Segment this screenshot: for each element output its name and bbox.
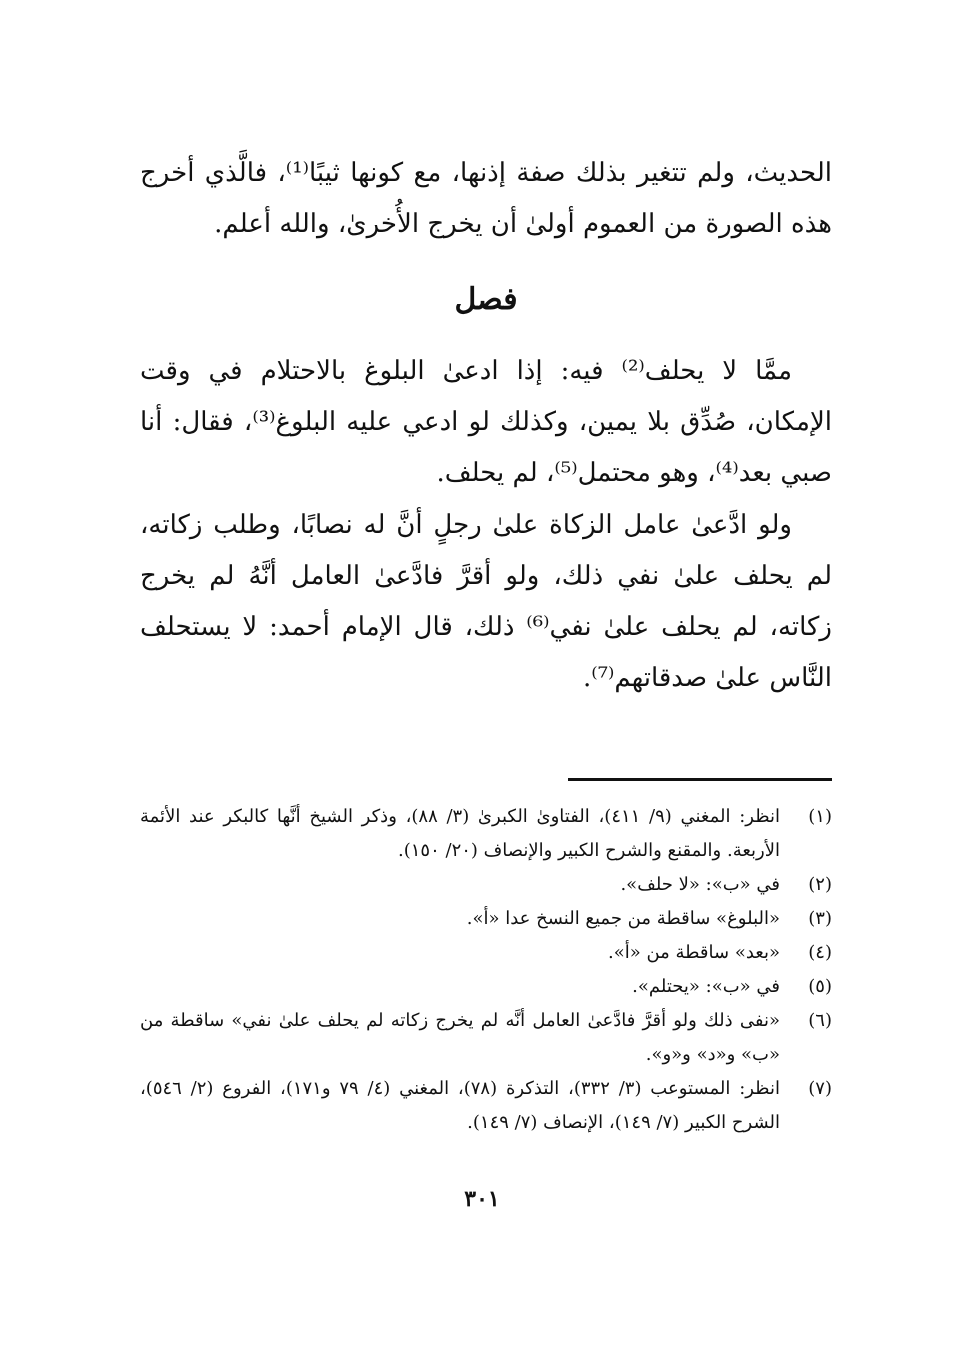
paragraph-2: ممَّا لا يحلف⁽²⁾ فيه: إذا ادعىٰ البلوغ بالاحتلام في وقت الإمكان، صُدِّق بلا يمين، وكذلك لو ادعي عليه البلوغ⁽³⁾، فقال: أنا صبي بعد⁽⁴⁾، وهو محتمل⁽⁵⁾، لم يحلف.	[140, 356, 833, 488]
footnote-divider	[568, 778, 832, 781]
footnote-text: في «ب»: «يحتلم».	[632, 976, 780, 997]
footnote-item	[140, 1072, 832, 1140]
paragraph-3: ولو ادَّعىٰ عامل الزكاة علىٰ رجلٍ أنَّ له نصابًا، وطلب زكاته، لم يحلف علىٰ نفي ذلك، ولو أقرَّ فادَّعىٰ العامل أنَّهُ لم يخرج زكاته، لم يحلف علىٰ نفي⁽⁶⁾ ذلك، قال الإمام أحمد: لا يستحلف النَّاس علىٰ صدقاتهم⁽⁷⁾.	[140, 510, 832, 693]
footnote-item	[140, 1004, 832, 1072]
footnote-text: «نفى ذلك ولو أقرَّ فادَّعىٰ العامل أنَّه لم يخرج زكاته لم يحلف علىٰ نفي» ساقطة من «ب» و«د» و«و».	[140, 1010, 780, 1065]
footnote-text: انظر: المغني (٩/ ٤١١)، الفتاوىٰ الكبرىٰ (٣/ ٨٨)، وذكر الشيخ أنَّها كالبكر عند الأئمة الأربعة. والمقنع والشرح الكبير والإنصاف (٢٠/ ١٥٠).	[140, 806, 780, 861]
footnote-number: (٦)	[808, 1010, 832, 1031]
footnote-item	[140, 936, 832, 970]
paragraph-1: الحديث، ولم تتغير بذلك صفة إذنها، مع كونها ثيبًا⁽¹⁾، فالَّذي أخرج هذه الصورة من العموم أولىٰ أن يخرج الأُخرىٰ، والله أعلم.	[140, 158, 832, 239]
footnote-text: في «ب»: «لا حلف».	[620, 874, 780, 895]
footnote-number: (١)	[808, 806, 832, 827]
page-number: ٣٠١	[464, 1186, 500, 1212]
footnote-number: (٧)	[808, 1078, 832, 1099]
footnote-number: (٢)	[808, 874, 832, 895]
footnote-text: «بعد» ساقطة من «أ».	[607, 942, 780, 963]
footnote-text: «البلوغ» ساقطة من جميع النسخ عدا «أ».	[466, 908, 780, 929]
footnote-item	[140, 902, 832, 936]
footnotes	[140, 800, 832, 1140]
section-heading: فصل	[454, 282, 518, 317]
footnote-item	[140, 868, 832, 902]
footnote-number: (٣)	[808, 908, 832, 929]
footnote-text: انظر: المستوعب (٣/ ٣٣٢)، التذكرة (٧٨)، المغني (٤/ ٧٩ و١٧١)، الفروع (٢/ ٥٤٦)، الشرح الكبير (٧/ ١٤٩)، الإنصاف (٧/ ١٤٩).	[140, 1078, 780, 1133]
footnote-number: (٥)	[808, 976, 832, 997]
footnote-item	[140, 800, 832, 868]
footnote-item	[140, 970, 832, 1004]
footnote-number: (٤)	[808, 942, 832, 963]
